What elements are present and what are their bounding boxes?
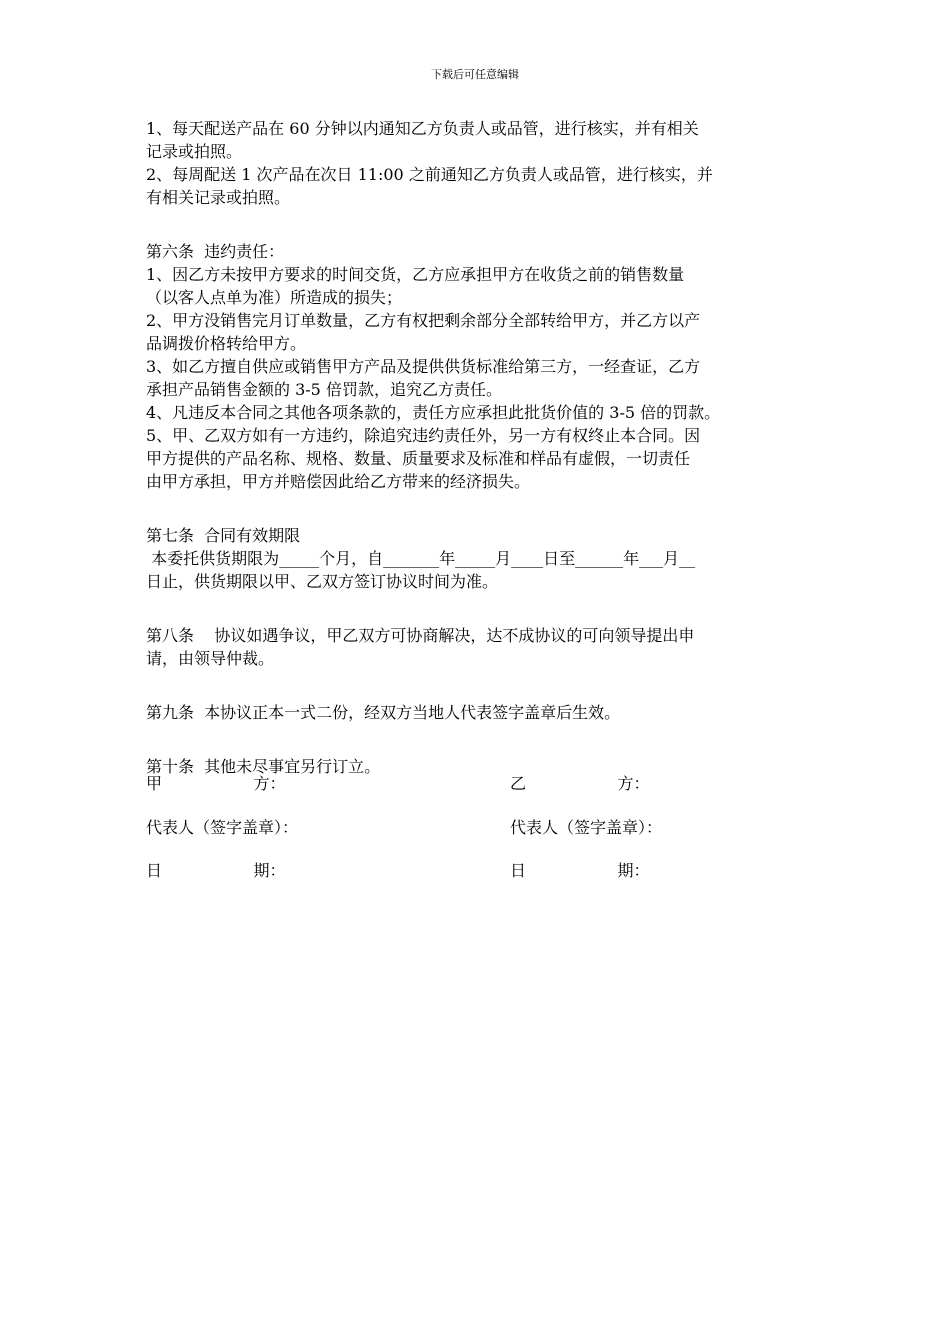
clause-6-line: 2、甲方没销售完月订单数量，乙方有权把剩余部分全部转给甲方，并乙方以产 bbox=[146, 311, 701, 330]
clause-6-line: 1、因乙方未按甲方要求的时间交货，乙方应承担甲方在收货之前的销售数量 bbox=[146, 265, 685, 284]
party-a-label: 甲 方： bbox=[146, 774, 286, 793]
download-note: 下载后可任意编辑 bbox=[431, 68, 519, 81]
party-b-date: 日 期： bbox=[510, 861, 650, 880]
party-b-label: 乙 方： bbox=[510, 774, 650, 793]
item-2-line-2: 有相关记录或拍照。 bbox=[146, 188, 291, 207]
clause-6-title: 第六条 违约责任： bbox=[146, 242, 285, 261]
clause-10: 第十条 其他未尽事宜另行订立。 bbox=[146, 757, 381, 776]
clause-6-line: 品调拨价格转给甲方。 bbox=[146, 334, 307, 353]
clause-6-line: 由甲方承担，甲方并赔偿因此给乙方带来的经济损失。 bbox=[146, 472, 531, 491]
contract-body bbox=[146, 117, 826, 778]
party-a-date: 日 期： bbox=[146, 861, 286, 880]
clause-6-line: 承担产品销售金额的 3-5 倍罚款，追究乙方责任。 bbox=[146, 380, 502, 399]
party-a-representative: 代表人（签字盖章）： bbox=[146, 818, 299, 837]
clause-8-line-1: 第八条 协议如遇争议，甲乙双方可协商解决，达不成协议的可向领导提出申 bbox=[146, 626, 695, 645]
party-b-representative: 代表人（签字盖章）： bbox=[510, 818, 663, 837]
item-2-line-1: 2、每周配送 1 次产品在次日 11:00 之前通知乙方负责人或品管，进行核实，并 bbox=[146, 165, 713, 184]
clause-6-line: 甲方提供的产品名称、规格、数量、质量要求及标准和样品有虚假，一切责任 bbox=[146, 449, 691, 468]
clause-8-line-2: 请，由领导仲裁。 bbox=[146, 649, 275, 668]
clause-7-line-2: 日止，供货期限以甲、乙双方签订协议时间为准。 bbox=[146, 572, 499, 591]
clause-6-line: 3、如乙方擅自供应或销售甲方产品及提供供货标准给第三方，一经查证，乙方 bbox=[146, 357, 701, 376]
clause-9: 第九条 本协议正本一式二份，经双方当地人代表签字盖章后生效。 bbox=[146, 703, 621, 722]
clause-7-title: 第七条 合同有效期限 bbox=[146, 526, 301, 545]
clause-6-line: 5、甲、乙双方如有一方违约，除追究违约责任外，另一方有权终止本合同。因 bbox=[146, 426, 701, 445]
clause-6-line: （以客人点单为准）所造成的损失； bbox=[146, 288, 403, 307]
item-1-line-1: 1、每天配送产品在 60 分钟以内通知乙方负责人或品管，进行核实，并有相关 bbox=[146, 119, 699, 138]
clause-6-line: 4、凡违反本合同之其他各项条款的，责任方应承担此批货价值的 3-5 倍的罚款。 bbox=[146, 403, 721, 422]
item-1-line-2: 记录或拍照。 bbox=[146, 142, 243, 161]
clause-7-line-1: 本委托供货期限为_____个月，自_______年_____月____日至______年___月__ bbox=[146, 549, 696, 568]
